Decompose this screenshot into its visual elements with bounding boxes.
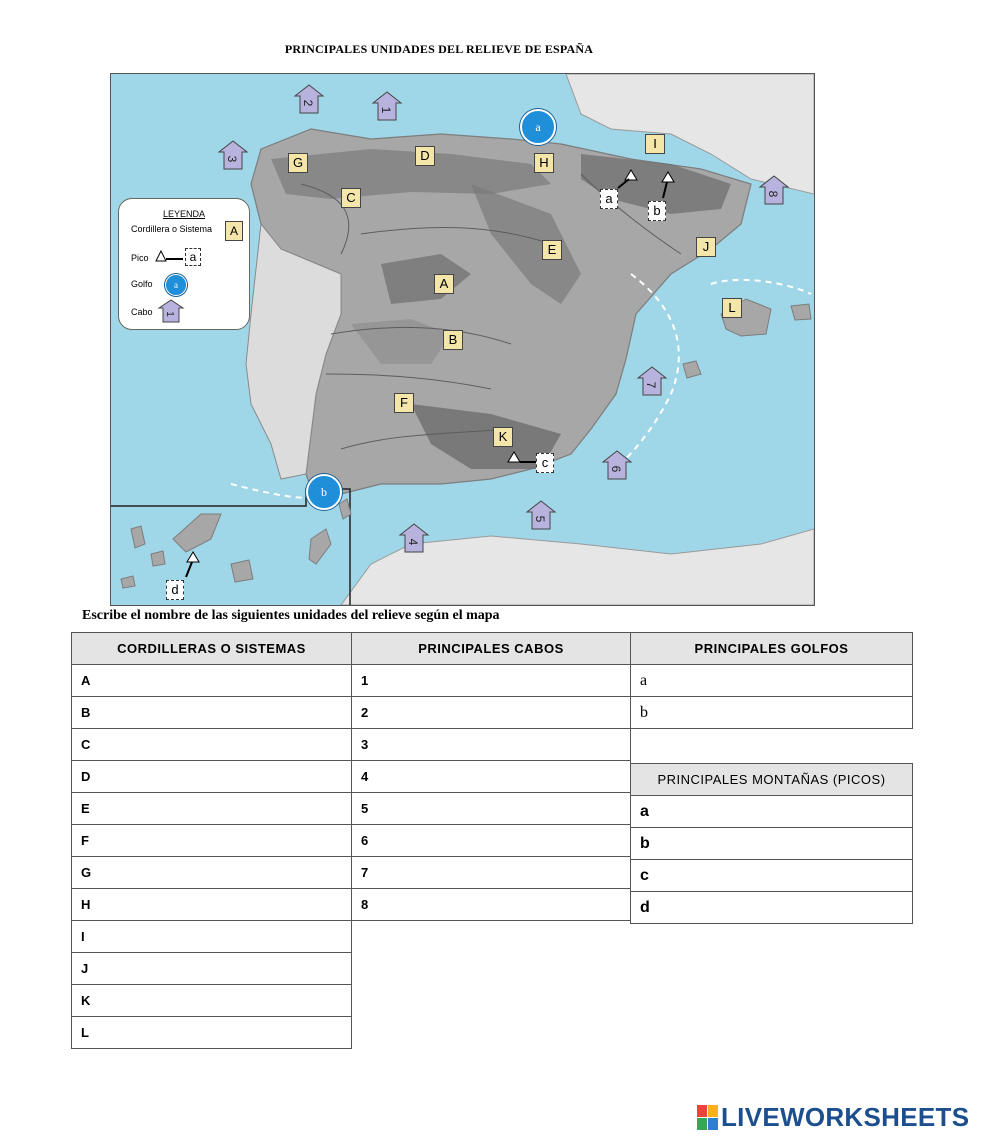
range-row[interactable]: E xyxy=(72,793,352,825)
map-range-label: D xyxy=(415,146,435,166)
cape-number: 1 xyxy=(379,106,393,114)
range-row[interactable]: J xyxy=(72,953,352,985)
capes-table xyxy=(351,632,631,921)
map-range-label: K xyxy=(493,427,513,447)
liveworksheets-logo xyxy=(697,1102,969,1132)
map-range-label: B xyxy=(443,330,463,350)
range-row[interactable]: D xyxy=(72,761,352,793)
legend-peak: Pico xyxy=(131,253,149,263)
cape-number: 7 xyxy=(644,381,658,389)
legend-gulf: Golfo xyxy=(131,279,153,289)
legend-cape-sample: 1 xyxy=(164,311,175,317)
ranges-table xyxy=(71,632,352,1049)
legend-cape: Cabo xyxy=(131,307,153,317)
ranges-header: CORDILLERAS O SISTEMAS xyxy=(72,633,352,665)
map-range-label: H xyxy=(534,153,554,173)
cape-arrow xyxy=(370,91,404,121)
cape-arrow xyxy=(524,500,558,530)
map-range-label: I xyxy=(645,134,665,154)
cape-row[interactable]: 6 xyxy=(352,825,631,857)
instruction-text: Escribe el nombre de las siguientes unidades del relieve según el mapa xyxy=(82,608,500,623)
cape-row[interactable]: 5 xyxy=(352,793,631,825)
map-range-label: J xyxy=(696,237,716,257)
page-title: PRINCIPALES UNIDADES DEL RELIEVE DE ESPAÑA xyxy=(284,42,594,56)
map-range-label: F xyxy=(394,393,414,413)
cape-arrow xyxy=(600,450,634,480)
range-row[interactable]: L xyxy=(72,1017,352,1049)
blank-cell xyxy=(631,729,913,761)
map-range-label: L xyxy=(722,298,742,318)
cape-arrow xyxy=(216,140,250,170)
peak-row[interactable]: c xyxy=(631,860,913,892)
cape-number: 5 xyxy=(533,515,547,523)
gulfs-table xyxy=(630,632,913,760)
cape-arrow xyxy=(635,366,669,396)
map-range-label: C xyxy=(341,188,361,208)
cape-arrow xyxy=(397,523,431,553)
map-range-label: E xyxy=(542,240,562,260)
legend-range-sample: A xyxy=(225,221,243,241)
range-row[interactable]: C xyxy=(72,729,352,761)
gulf-row[interactable]: b xyxy=(631,697,913,729)
peak-row[interactable]: a xyxy=(631,796,913,828)
logo-mark-icon xyxy=(697,1105,717,1129)
map-peak-label: b xyxy=(648,201,666,221)
range-row[interactable]: A xyxy=(72,665,352,697)
cape-number: 3 xyxy=(225,155,239,163)
map-peak-label: d xyxy=(166,580,184,600)
cape-arrow xyxy=(292,84,326,114)
range-row[interactable]: F xyxy=(72,825,352,857)
peak-row[interactable]: d xyxy=(631,892,913,924)
cape-row[interactable]: 7 xyxy=(352,857,631,889)
range-row[interactable]: B xyxy=(72,697,352,729)
map-range-label: A xyxy=(434,274,454,294)
range-row[interactable]: H xyxy=(72,889,352,921)
map-peak-label: c xyxy=(536,453,554,473)
peaks-header: PRINCIPALES MONTAÑAS (PICOS) xyxy=(631,764,913,796)
peaks-table xyxy=(630,763,913,924)
map-gulf-marker: a xyxy=(520,109,556,145)
capes-header: PRINCIPALES CABOS xyxy=(352,633,631,665)
legend-range: Cordillera o Sistema xyxy=(131,224,213,234)
map-legend xyxy=(118,198,250,330)
cape-number: 2 xyxy=(301,99,315,107)
legend-peak-symbol xyxy=(155,249,187,265)
range-row[interactable]: K xyxy=(72,985,352,1017)
map-gulf-marker: b xyxy=(306,474,342,510)
map-range-label: G xyxy=(288,153,308,173)
cape-row[interactable]: 3 xyxy=(352,729,631,761)
cape-row[interactable]: 1 xyxy=(352,665,631,697)
cape-arrow xyxy=(757,175,791,205)
peak-marker xyxy=(180,550,200,580)
cape-number: 6 xyxy=(609,465,623,473)
range-row[interactable]: I xyxy=(72,921,352,953)
legend-title: LEYENDA xyxy=(162,209,206,219)
cape-number: 8 xyxy=(766,190,780,198)
legend-peak-sample: a xyxy=(185,248,201,266)
gulf-row[interactable]: a xyxy=(631,665,913,697)
cape-row[interactable]: 4 xyxy=(352,761,631,793)
peak-row[interactable]: b xyxy=(631,828,913,860)
map-peak-label: a xyxy=(600,189,618,209)
gulfs-header: PRINCIPALES GOLFOS xyxy=(631,633,913,665)
cape-row[interactable]: 8 xyxy=(352,889,631,921)
cape-row[interactable]: 2 xyxy=(352,697,631,729)
legend-gulf-sample: a xyxy=(165,274,187,296)
brand-name: LIVEWORKSHEETS xyxy=(721,1101,970,1132)
legend-cape-symbol xyxy=(157,299,185,323)
range-row[interactable]: G xyxy=(72,857,352,889)
cape-number: 4 xyxy=(406,538,420,546)
